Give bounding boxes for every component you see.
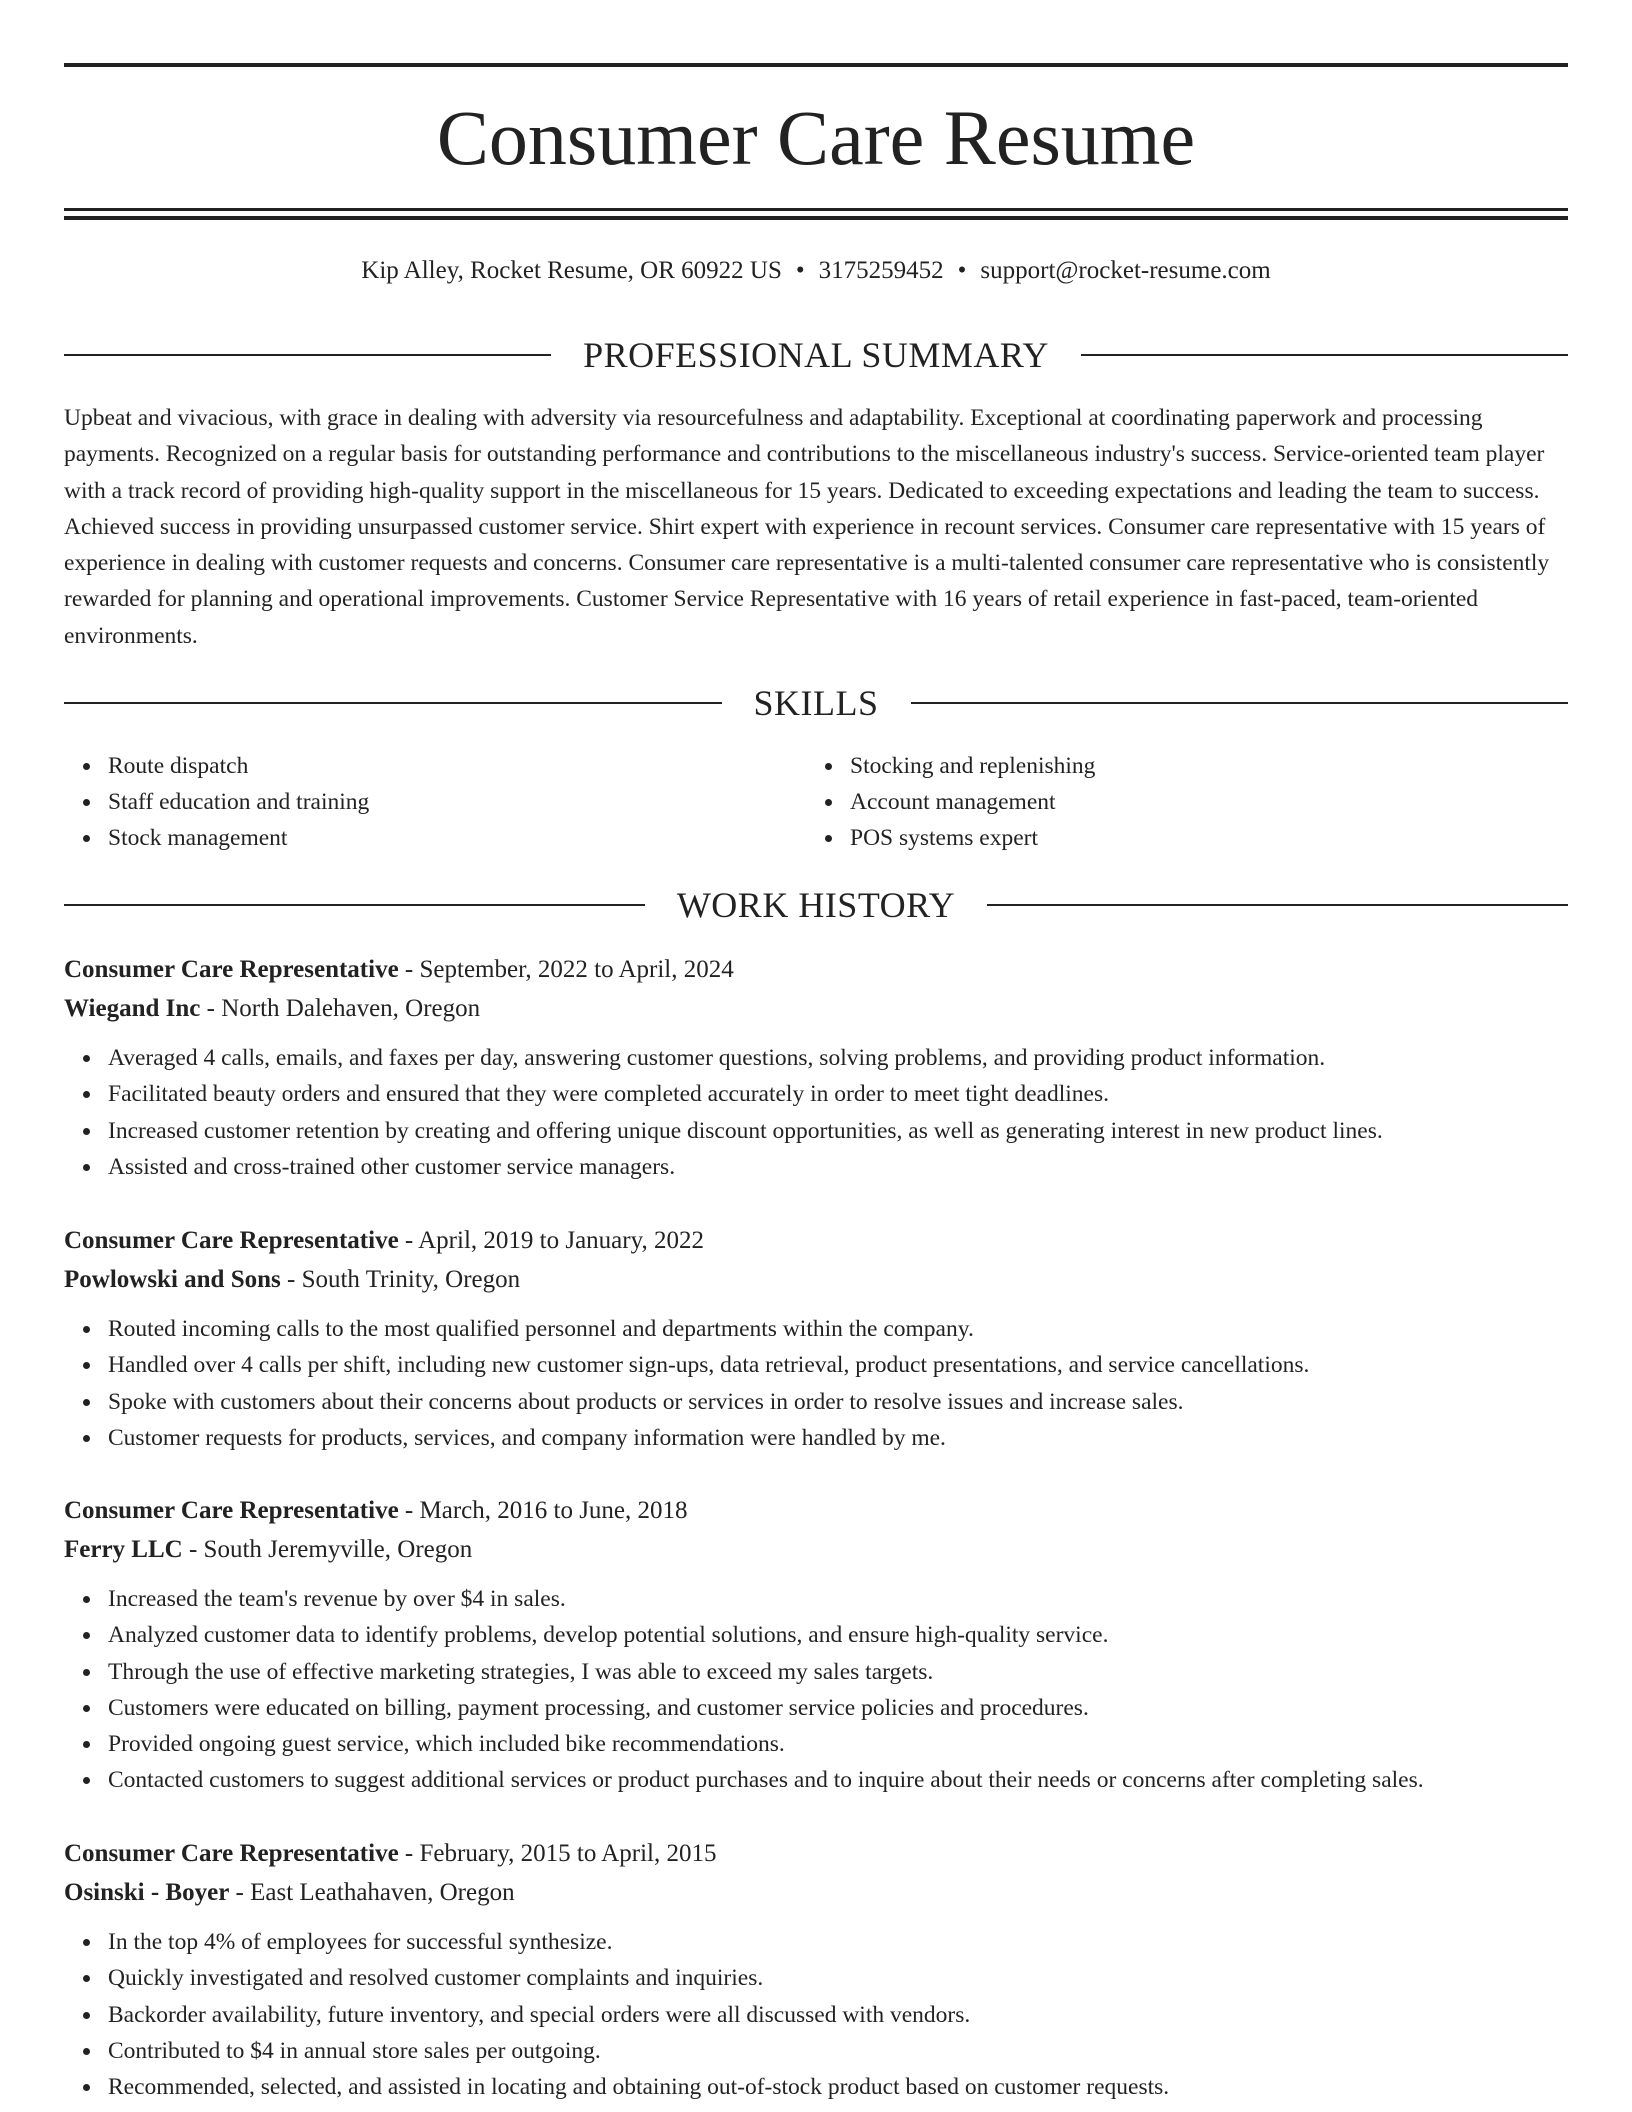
skill-item: Route dispatch [108,748,806,784]
title-rule-lower [64,216,1568,220]
job-bullets [64,1581,1568,1799]
skill-item: Account management [850,784,1548,820]
job-bullet: Backorder availability, future inventory, and special orders were all discussed with vendors. [108,1997,1568,2033]
job-dates: - April, 2019 to January, 2022 [404,1227,704,1254]
skills-list [64,748,1568,856]
job-bullet: Provided ongoing guest service, which included bike recommendations. [108,1726,1568,1762]
job-company-line [64,1260,1568,1299]
heading-rule-left [64,702,722,704]
job-bullet: Quickly investigated and resolved customer complaints and inquiries. [108,1960,1568,1996]
job-company: Ferry LLC [64,1536,183,1563]
contact-separator: • [957,257,967,284]
job-bullet: Assisted and cross-trained other customer service managers. [108,1149,1568,1185]
job-role-line [64,950,1568,989]
contact-line [64,254,1568,288]
job-bullet: Recommended, selected, and assisted in locating and obtaining out-of-stock product based on customer requests. [108,2069,1568,2105]
top-rule [64,63,1568,67]
job-bullet: Increased the team's revenue by over $4 in sales. [108,1581,1568,1617]
job-company-line [64,1873,1568,1912]
skills-heading [64,681,1568,725]
job-bullet: Increased customer retention by creating and offering unique discount opportunities, as well as generating interest in new product lines. [108,1113,1568,1149]
title-rule-upper [64,208,1568,211]
job-dates: - September, 2022 to April, 2024 [404,956,734,983]
job-bullet: Analyzed customer data to identify problems, develop potential solutions, and ensure high-quality service. [108,1617,1568,1653]
job-title: Consumer Care Representative [64,956,399,983]
job-dates: - March, 2016 to June, 2018 [404,1497,688,1524]
job-bullet: Averaged 4 calls, emails, and faxes per day, answering customer questions, solving problems, and providing product information. [108,1040,1568,1076]
job-role-line [64,1491,1568,1530]
job-location: - North Dalehaven, Oregon [206,995,481,1022]
job-company: Wiegand Inc [64,995,201,1022]
summary-heading-label: PROFESSIONAL SUMMARY [583,335,1049,375]
heading-rule-left [64,904,645,906]
skill-item: POS systems expert [850,820,1548,856]
job-entry [64,950,1568,1185]
job-bullet: Spoke with customers about their concerns about products or services in order to resolve issues and increase sales. [108,1384,1568,1420]
job-bullets [64,1924,1568,2105]
heading-rule-left [64,354,551,356]
work-heading-label: WORK HISTORY [676,885,956,925]
job-role-line [64,1834,1568,1873]
job-bullet: Routed incoming calls to the most qualified personnel and departments within the company. [108,1311,1568,1347]
job-entry [64,1834,1568,2105]
job-location: - South Trinity, Oregon [287,1266,521,1293]
job-bullet: Facilitated beauty orders and ensured that they were completed accurately in order to meet tight deadlines. [108,1076,1568,1112]
job-location: - East Leathahaven, Oregon [235,1879,515,1906]
job-company-line [64,1530,1568,1569]
job-bullet: Contacted customers to suggest additional services or product purchases and to inquire about their needs or concerns after completing sales. [108,1762,1568,1798]
job-bullet: Handled over 4 calls per shift, including new customer sign-ups, data retrieval, product presentations, and service cancellations. [108,1347,1568,1383]
contact-address: Kip Alley, Rocket Resume, OR 60922 US [361,257,782,284]
job-company-line [64,989,1568,1028]
heading-rule-right [987,904,1568,906]
skills-heading-label: SKILLS [753,683,879,723]
heading-rule-right [911,702,1569,704]
job-role-line [64,1221,1568,1260]
job-bullet: In the top 4% of employees for successful synthesize. [108,1924,1568,1960]
job-entry [64,1491,1568,1799]
skill-item: Staff education and training [108,784,806,820]
heading-rule-right [1081,354,1568,356]
contact-email: support@rocket-resume.com [980,257,1271,284]
job-title: Consumer Care Representative [64,1840,399,1867]
skill-item: Stock management [108,820,806,856]
job-title: Consumer Care Representative [64,1497,399,1524]
contact-phone: 3175259452 [818,257,944,284]
summary-text: Upbeat and vivacious, with grace in dealing with adversity via resourcefulness and adaptability. Exceptional at coordinating paperwork and processing payments. Recognized on a regular basis for outstanding performance and contributions to the miscellaneous industry's success. Service-oriented team player with a track record of providing high-quality support in the miscellaneous for 15 years. Dedicated to exceeding expectations and leading the team to success. Achieved success in providing unsurpassed customer service. Shirt expert with experience in recount services. Consumer care representative with 15 years of experience in dealing with customer requests and concerns. Consumer care representative is a multi-talented consumer care representative who is consistently rewarded for planning and operational improvements. Customer Service Representative with 16 years of retail experience in fast-paced, team-oriented environments. [64,405,1550,649]
job-bullet: Through the use of effective marketing strategies, I was able to exceed my sales targets. [108,1654,1568,1690]
job-bullets [64,1311,1568,1456]
job-entry [64,1221,1568,1456]
job-bullet: Customer requests for products, services, and company information were handled by me. [108,1420,1568,1456]
job-company: Powlowski and Sons [64,1266,281,1293]
job-bullet: Customers were educated on billing, payment processing, and customer service policies and procedures. [108,1690,1568,1726]
contact-separator: • [795,257,805,284]
work-heading [64,883,1568,927]
job-bullets [64,1040,1568,1185]
job-company: Osinski - Boyer [64,1879,230,1906]
skills-column-left [64,748,806,856]
job-title: Consumer Care Representative [64,1227,399,1254]
resume-title: Consumer Care Resume [436,94,1196,181]
job-dates: - February, 2015 to April, 2015 [404,1840,717,1867]
job-bullet: Contributed to $4 in annual store sales per outgoing. [108,2033,1568,2069]
skill-item: Stocking and replenishing [850,748,1548,784]
summary-heading [64,333,1568,377]
job-location: - South Jeremyville, Oregon [188,1536,473,1563]
skills-column-right [806,748,1548,856]
